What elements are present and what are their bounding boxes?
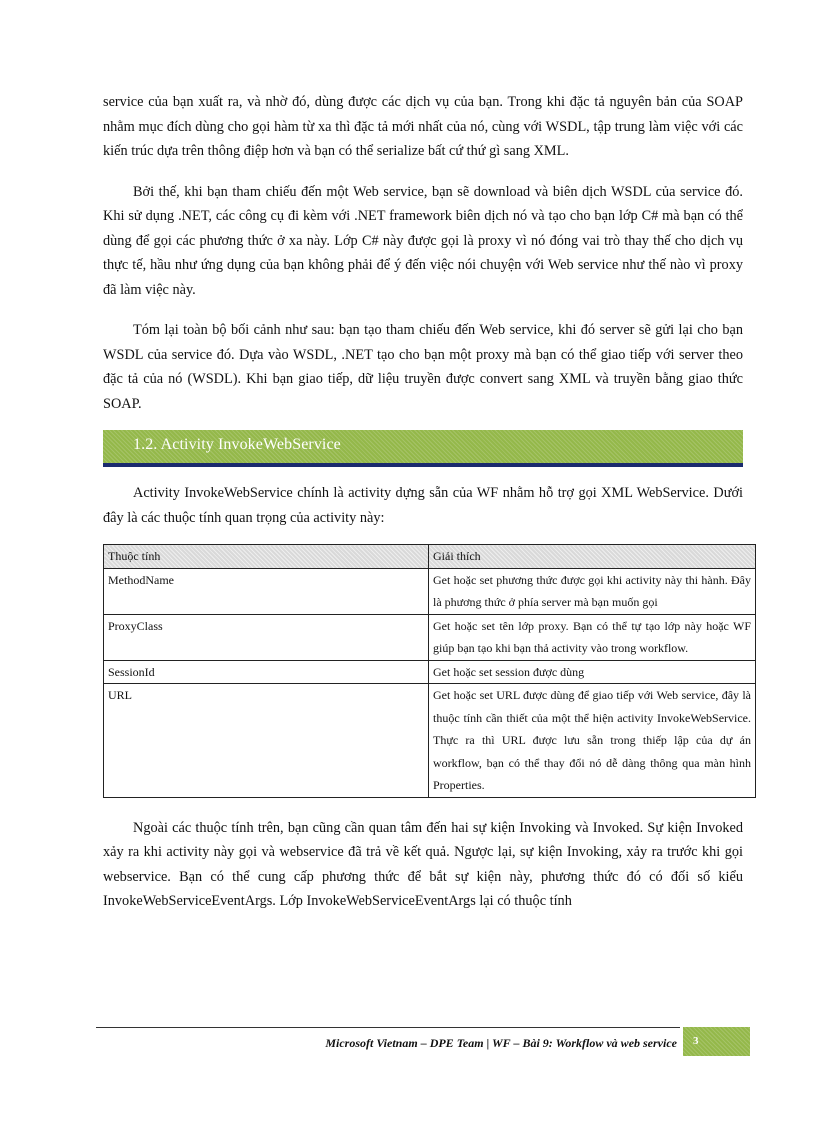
table-header-cell: Giải thích <box>429 545 756 569</box>
table-row <box>104 614 756 660</box>
table-row <box>104 568 756 614</box>
paragraph-events: Ngoài các thuộc tính trên, bạn cũng cần quan tâm đến hai sự kiện Invoking và Invoked. Sự kiện Invoked xảy ra khi activity này gọi và webservice đã trả về kết quả. Ngược lại, sự kiện Invoking, xảy ra trước khi gọi webservice. Bạn có thể cung cấp phương thức để bắt sự kiện này, phương thức đó có đối số kiểu InvokeWebServiceEventArgs. Lớp InvokeWebServiceEventArgs lại có thuộc tính <box>103 819 743 909</box>
paragraph-proxy: Bởi thế, khi bạn tham chiếu đến một Web service, bạn sẽ download và biên dịch WSDL của service đó. Khi sử dụng .NET, các công cụ đi kèm với .NET framework biên dịch nó và tạo cho bạn lớp C# mà bạn có thể dùng để gọi các phương thức ở xa này. Lớp C# này được gọi là proxy vì nó đóng vai trò thay thế cho dịch vụ thực tế, hầu như ứng dụng của bạn không phải để ý đến việc nói chuyện với Web service như thế nào vì proxy đã làm việc này. <box>103 183 743 298</box>
property-description-cell: Get hoặc set tên lớp proxy. Bạn có thể tự tạo lớp này hoặc WF giúp bạn tạo khi bạn thả activity vào trong workflow. <box>429 614 756 660</box>
property-description-cell: Get hoặc set URL được dùng để giao tiếp với Web service, đây là thuộc tính cần thiết của một thể hiện activity InvokeWebService. Thực ra thì URL được lưu sẵn trong thiếp lập của dự án workflow, bạn có thể thay đổi nó dễ dàng thông qua màn hình Properties. <box>429 684 756 798</box>
document-body <box>103 90 751 914</box>
property-name-cell: ProxyClass <box>104 614 429 660</box>
property-name-cell: SessionId <box>104 660 429 684</box>
page-number-box <box>683 1027 750 1056</box>
property-description-cell: Get hoặc set phương thức được gọi khi activity này thi hành. Đây là phương thức ở phía server mà bạn muốn gọi <box>429 568 756 614</box>
properties-table <box>103 544 756 798</box>
table-header-row <box>104 545 756 569</box>
paragraph-summary: Tóm lại toàn bộ bối cảnh như sau: bạn tạo tham chiếu đến Web service, khi đó server sẽ gửi lại cho bạn WSDL của service đó. Dựa vào WSDL, .NET tạo cho bạn một proxy mà bạn có thể giao tiếp với server theo đặc tả của nó (WSDL). Khi bạn giao tiếp, dữ liệu truyền được convert sang XML và truyền bằng giao thức SOAP. <box>103 322 743 412</box>
page-number: 3 <box>693 1035 699 1047</box>
footer-rule <box>96 1027 680 1028</box>
paragraph-soap-wsdl: service của bạn xuất ra, và nhờ đó, dùng được các dịch vụ của bạn. Trong khi đặc tả nguyên bản của SOAP nhằm mục đích dùng cho gọi hàm từ xa thì đặc tả mới nhất của nó, cùng với WSDL, tập trung làm việc với các kiến trúc dựa trên thông điệp hơn và bạn có thể serialize bất cứ thứ gì sang XML. <box>103 94 743 159</box>
table-row <box>104 684 756 798</box>
table-header-cell: Thuộc tính <box>104 545 429 569</box>
section-heading-band <box>103 430 743 467</box>
section-heading: 1.2. Activity InvokeWebService <box>133 436 341 453</box>
paragraph-activity-intro: Activity InvokeWebService chính là activity dựng sẵn của WF nhằm hỗ trợ gọi XML WebService. Dưới đây là các thuộc tính quan trọng của activity này: <box>103 485 743 526</box>
property-name-cell: MethodName <box>104 568 429 614</box>
footer-text: Microsoft Vietnam – DPE Team | WF – Bài 9: Workflow và web service <box>325 1036 677 1050</box>
table-row <box>104 660 756 684</box>
property-name-cell: URL <box>104 684 429 798</box>
property-description-cell: Get hoặc set session được dùng <box>429 660 756 684</box>
